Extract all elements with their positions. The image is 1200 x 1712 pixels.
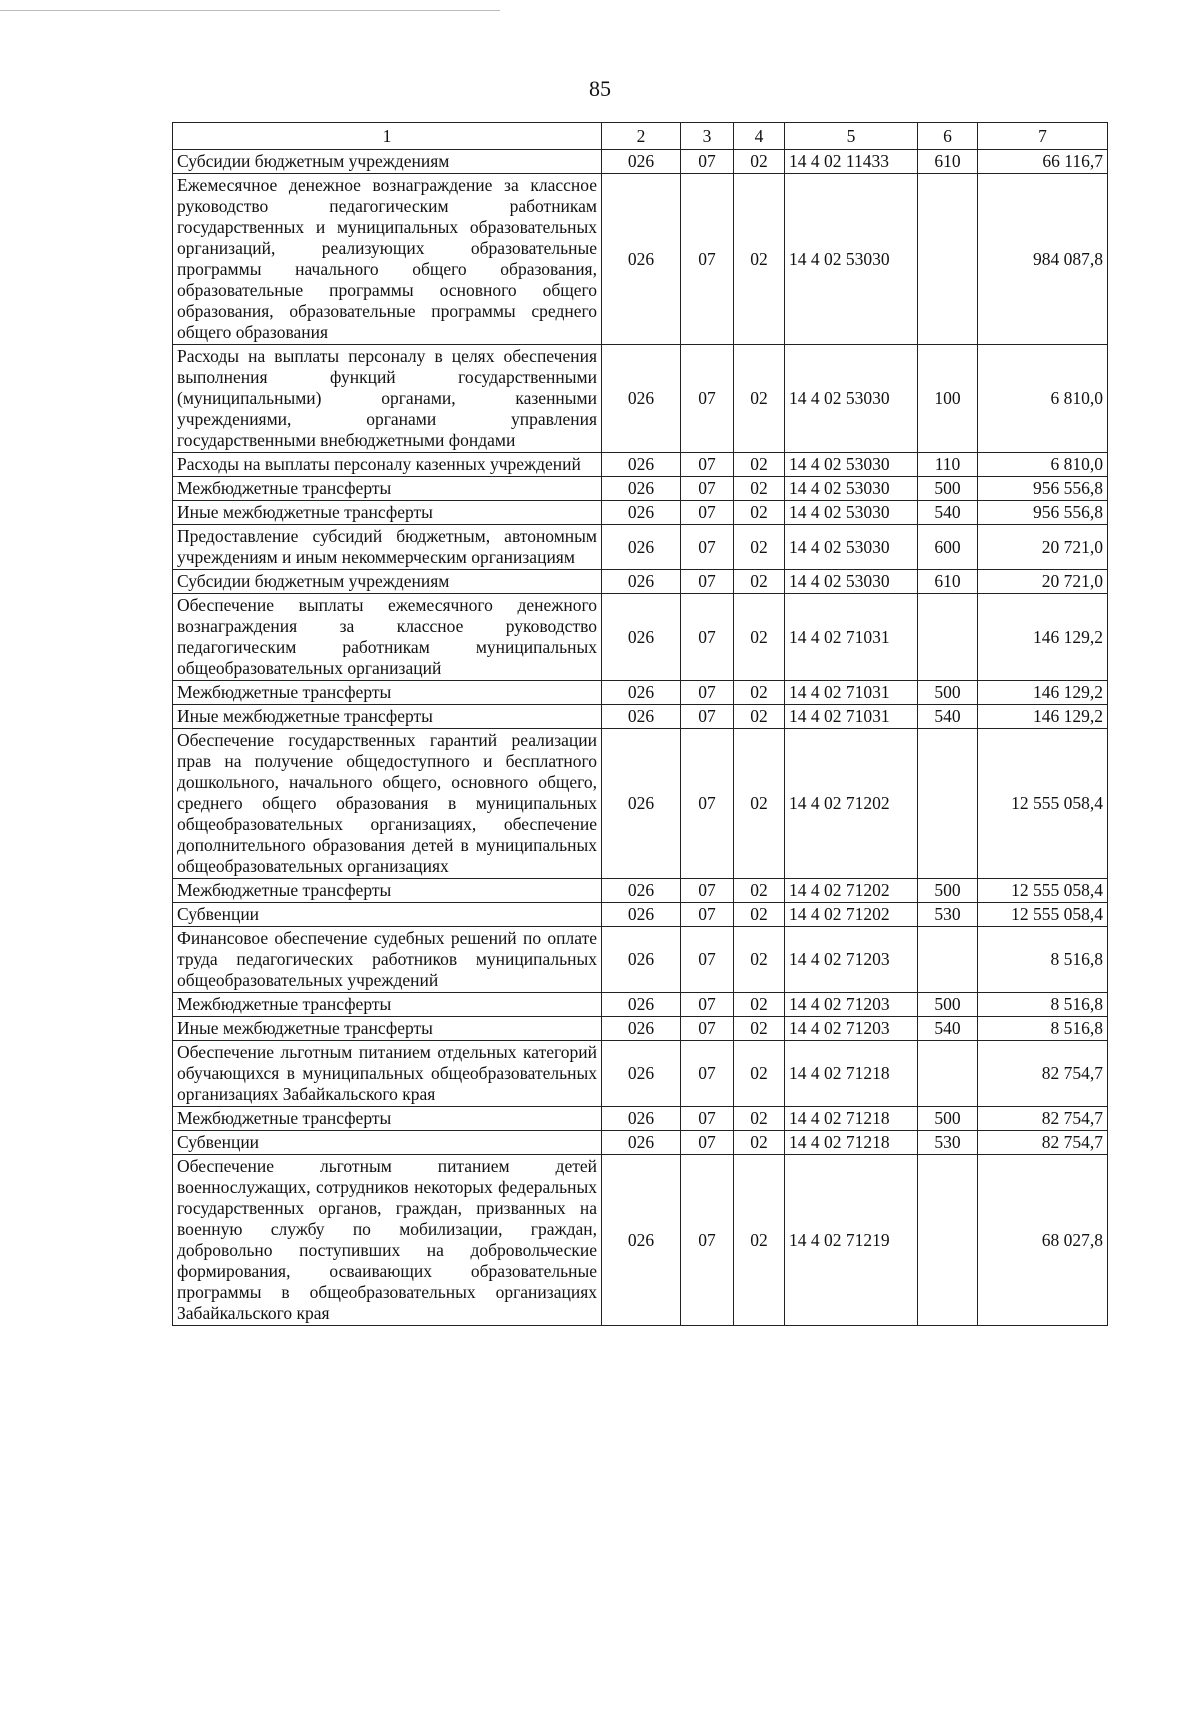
- row-admin-code: 026: [602, 1155, 681, 1326]
- row-description: Субвенции: [173, 1131, 602, 1155]
- table-row: [173, 594, 1108, 681]
- row-target-code: 14 4 02 53030: [785, 453, 918, 477]
- row-section: 07: [681, 1041, 734, 1107]
- row-description: Иные межбюджетные трансферты: [173, 705, 602, 729]
- row-admin-code: 026: [602, 993, 681, 1017]
- row-subsection: 02: [734, 705, 785, 729]
- row-section: 07: [681, 477, 734, 501]
- row-target-code: 14 4 02 71218: [785, 1107, 918, 1131]
- row-target-code: 14 4 02 53030: [785, 477, 918, 501]
- row-amount: 68 027,8: [978, 1155, 1108, 1326]
- table-row: [173, 150, 1108, 174]
- row-description: Иные межбюджетные трансферты: [173, 1017, 602, 1041]
- row-section: 07: [681, 570, 734, 594]
- table-row: [173, 1155, 1108, 1326]
- header-cell: 4: [734, 123, 785, 150]
- row-admin-code: 026: [602, 570, 681, 594]
- row-expense-type: 500: [918, 477, 978, 501]
- row-section: 07: [681, 594, 734, 681]
- row-expense-type: 500: [918, 879, 978, 903]
- table-row: [173, 1131, 1108, 1155]
- row-expense-type: [918, 1155, 978, 1326]
- row-description: Финансовое обеспечение судебных решений по оплате труда педагогических работников муниципальных общеобразовательных учреждений: [173, 927, 602, 993]
- row-section: 07: [681, 681, 734, 705]
- row-subsection: 02: [734, 681, 785, 705]
- row-expense-type: 500: [918, 993, 978, 1017]
- row-subsection: 02: [734, 525, 785, 570]
- row-amount: 66 116,7: [978, 150, 1108, 174]
- row-target-code: 14 4 02 71218: [785, 1131, 918, 1155]
- header-cell: 1: [173, 123, 602, 150]
- table-row: [173, 993, 1108, 1017]
- row-admin-code: 026: [602, 525, 681, 570]
- row-amount: 20 721,0: [978, 570, 1108, 594]
- row-description: Межбюджетные трансферты: [173, 1107, 602, 1131]
- row-section: 07: [681, 903, 734, 927]
- row-amount: 12 555 058,4: [978, 729, 1108, 879]
- row-description: Субсидии бюджетным учреждениям: [173, 150, 602, 174]
- row-target-code: 14 4 02 71203: [785, 1017, 918, 1041]
- row-target-code: 14 4 02 71203: [785, 993, 918, 1017]
- row-target-code: 14 4 02 71031: [785, 594, 918, 681]
- row-admin-code: 026: [602, 927, 681, 993]
- row-description: Расходы на выплаты персоналу казенных учреждений: [173, 453, 602, 477]
- row-subsection: 02: [734, 501, 785, 525]
- table-row: [173, 174, 1108, 345]
- row-target-code: 14 4 02 71219: [785, 1155, 918, 1326]
- table-row: [173, 1041, 1108, 1107]
- row-subsection: 02: [734, 879, 785, 903]
- row-section: 07: [681, 1017, 734, 1041]
- table-row: [173, 705, 1108, 729]
- row-description: Обеспечение государственных гарантий реализации прав на получение общедоступного и бесплатного дошкольного, начального общего, основного общего, среднего общего образования в муниципальных общеобразовательных организациях, обеспечение дополнительного образования детей в муниципальных общеобразовательных организациях: [173, 729, 602, 879]
- row-amount: 8 516,8: [978, 927, 1108, 993]
- row-admin-code: 026: [602, 453, 681, 477]
- row-description: Субсидии бюджетным учреждениям: [173, 570, 602, 594]
- row-section: 07: [681, 993, 734, 1017]
- row-section: 07: [681, 705, 734, 729]
- row-target-code: 14 4 02 71202: [785, 729, 918, 879]
- row-subsection: 02: [734, 993, 785, 1017]
- row-target-code: 14 4 02 71218: [785, 1041, 918, 1107]
- row-amount: 956 556,8: [978, 501, 1108, 525]
- header-cell: 5: [785, 123, 918, 150]
- row-target-code: 14 4 02 71202: [785, 903, 918, 927]
- row-amount: 6 810,0: [978, 345, 1108, 453]
- row-section: 07: [681, 525, 734, 570]
- table-row: [173, 729, 1108, 879]
- row-section: 07: [681, 150, 734, 174]
- row-expense-type: 540: [918, 1017, 978, 1041]
- row-section: 07: [681, 927, 734, 993]
- row-subsection: 02: [734, 927, 785, 993]
- table-row: [173, 927, 1108, 993]
- header-cell: 6: [918, 123, 978, 150]
- row-description: Межбюджетные трансферты: [173, 477, 602, 501]
- row-section: 07: [681, 729, 734, 879]
- row-section: 07: [681, 345, 734, 453]
- row-description: Межбюджетные трансферты: [173, 993, 602, 1017]
- row-amount: 984 087,8: [978, 174, 1108, 345]
- row-subsection: 02: [734, 1155, 785, 1326]
- row-subsection: 02: [734, 453, 785, 477]
- row-subsection: 02: [734, 477, 785, 501]
- row-expense-type: [918, 174, 978, 345]
- row-section: 07: [681, 174, 734, 345]
- row-expense-type: 600: [918, 525, 978, 570]
- row-expense-type: 530: [918, 903, 978, 927]
- row-admin-code: 026: [602, 729, 681, 879]
- row-target-code: 14 4 02 53030: [785, 345, 918, 453]
- row-target-code: 14 4 02 71203: [785, 927, 918, 993]
- row-admin-code: 026: [602, 1107, 681, 1131]
- row-description: Предоставление субсидий бюджетным, автономным учреждениям и иным некоммерческим организациям: [173, 525, 602, 570]
- row-target-code: 14 4 02 53030: [785, 570, 918, 594]
- row-amount: 8 516,8: [978, 993, 1108, 1017]
- row-description: Иные межбюджетные трансферты: [173, 501, 602, 525]
- table-row: [173, 525, 1108, 570]
- row-admin-code: 026: [602, 345, 681, 453]
- row-admin-code: 026: [602, 477, 681, 501]
- row-expense-type: [918, 594, 978, 681]
- row-admin-code: 026: [602, 1131, 681, 1155]
- row-subsection: 02: [734, 150, 785, 174]
- row-description: Обеспечение льготным питанием детей военнослужащих, сотрудников некоторых федеральных государственных органов, граждан, призванных на военную службу по мобилизации, граждан, добровольно поступивших на добровольческие формирования, осваивающих образовательные программы в общеобразовательных организациях Забайкальского края: [173, 1155, 602, 1326]
- table-row: [173, 1107, 1108, 1131]
- row-expense-type: 540: [918, 705, 978, 729]
- row-subsection: 02: [734, 174, 785, 345]
- row-subsection: 02: [734, 594, 785, 681]
- row-amount: 82 754,7: [978, 1107, 1108, 1131]
- row-amount: 8 516,8: [978, 1017, 1108, 1041]
- row-amount: 146 129,2: [978, 594, 1108, 681]
- row-admin-code: 026: [602, 903, 681, 927]
- scan-artifact-line: [0, 10, 500, 11]
- row-admin-code: 026: [602, 174, 681, 345]
- table-row: [173, 1017, 1108, 1041]
- row-expense-type: 610: [918, 570, 978, 594]
- row-subsection: 02: [734, 903, 785, 927]
- table-row: [173, 501, 1108, 525]
- row-amount: 6 810,0: [978, 453, 1108, 477]
- row-section: 07: [681, 453, 734, 477]
- row-admin-code: 026: [602, 1041, 681, 1107]
- header-cell: 3: [681, 123, 734, 150]
- row-target-code: 14 4 02 71202: [785, 879, 918, 903]
- table-row: [173, 903, 1108, 927]
- row-target-code: 14 4 02 71031: [785, 681, 918, 705]
- header-row: [173, 123, 1108, 150]
- row-admin-code: 026: [602, 150, 681, 174]
- row-description: Межбюджетные трансферты: [173, 879, 602, 903]
- row-expense-type: 610: [918, 150, 978, 174]
- row-description: Ежемесячное денежное вознаграждение за классное руководство педагогическим работникам государственных и муниципальных образовательных организаций, реализующих образовательные программы начального общего образования, образовательные программы основного общего образования, образовательные программы среднего общего образования: [173, 174, 602, 345]
- header-cell: 7: [978, 123, 1108, 150]
- row-amount: 146 129,2: [978, 681, 1108, 705]
- table-row: [173, 453, 1108, 477]
- row-admin-code: 026: [602, 594, 681, 681]
- row-expense-type: 110: [918, 453, 978, 477]
- row-amount: 146 129,2: [978, 705, 1108, 729]
- row-amount: 12 555 058,4: [978, 903, 1108, 927]
- row-admin-code: 026: [602, 681, 681, 705]
- row-expense-type: [918, 729, 978, 879]
- row-admin-code: 026: [602, 501, 681, 525]
- row-section: 07: [681, 1131, 734, 1155]
- row-description: Расходы на выплаты персоналу в целях обеспечения выполнения функций государственными (муниципальными) органами, казенными учреждениями, органами управления государственными внебюджетными фондами: [173, 345, 602, 453]
- row-subsection: 02: [734, 1017, 785, 1041]
- table-row: [173, 681, 1108, 705]
- row-target-code: 14 4 02 11433: [785, 150, 918, 174]
- row-admin-code: 026: [602, 1017, 681, 1041]
- row-description: Обеспечение льготным питанием отдельных категорий обучающихся в муниципальных общеобразовательных организациях Забайкальского края: [173, 1041, 602, 1107]
- row-target-code: 14 4 02 53030: [785, 174, 918, 345]
- page-number: 85: [589, 76, 611, 101]
- row-description: Межбюджетные трансферты: [173, 681, 602, 705]
- row-expense-type: [918, 927, 978, 993]
- header-cell: 2: [602, 123, 681, 150]
- row-expense-type: 500: [918, 681, 978, 705]
- row-target-code: 14 4 02 53030: [785, 501, 918, 525]
- row-target-code: 14 4 02 71031: [785, 705, 918, 729]
- row-section: 07: [681, 879, 734, 903]
- row-subsection: 02: [734, 570, 785, 594]
- table-row: [173, 879, 1108, 903]
- row-subsection: 02: [734, 1107, 785, 1131]
- budget-table: [172, 122, 1108, 1326]
- row-admin-code: 026: [602, 879, 681, 903]
- row-expense-type: [918, 1041, 978, 1107]
- row-expense-type: 500: [918, 1107, 978, 1131]
- row-target-code: 14 4 02 53030: [785, 525, 918, 570]
- row-subsection: 02: [734, 1131, 785, 1155]
- row-admin-code: 026: [602, 705, 681, 729]
- row-amount: 956 556,8: [978, 477, 1108, 501]
- row-description: Обеспечение выплаты ежемесячного денежного вознаграждения за классное руководство педагогическим работникам муниципальных общеобразовательных организаций: [173, 594, 602, 681]
- row-subsection: 02: [734, 729, 785, 879]
- row-amount: 82 754,7: [978, 1131, 1108, 1155]
- row-expense-type: 540: [918, 501, 978, 525]
- table-row: [173, 477, 1108, 501]
- row-section: 07: [681, 1155, 734, 1326]
- row-expense-type: 100: [918, 345, 978, 453]
- row-amount: 12 555 058,4: [978, 879, 1108, 903]
- table-row: [173, 570, 1108, 594]
- row-description: Субвенции: [173, 903, 602, 927]
- row-section: 07: [681, 501, 734, 525]
- row-section: 07: [681, 1107, 734, 1131]
- row-amount: 82 754,7: [978, 1041, 1108, 1107]
- table-row: [173, 345, 1108, 453]
- row-expense-type: 530: [918, 1131, 978, 1155]
- row-amount: 20 721,0: [978, 525, 1108, 570]
- row-subsection: 02: [734, 345, 785, 453]
- row-subsection: 02: [734, 1041, 785, 1107]
